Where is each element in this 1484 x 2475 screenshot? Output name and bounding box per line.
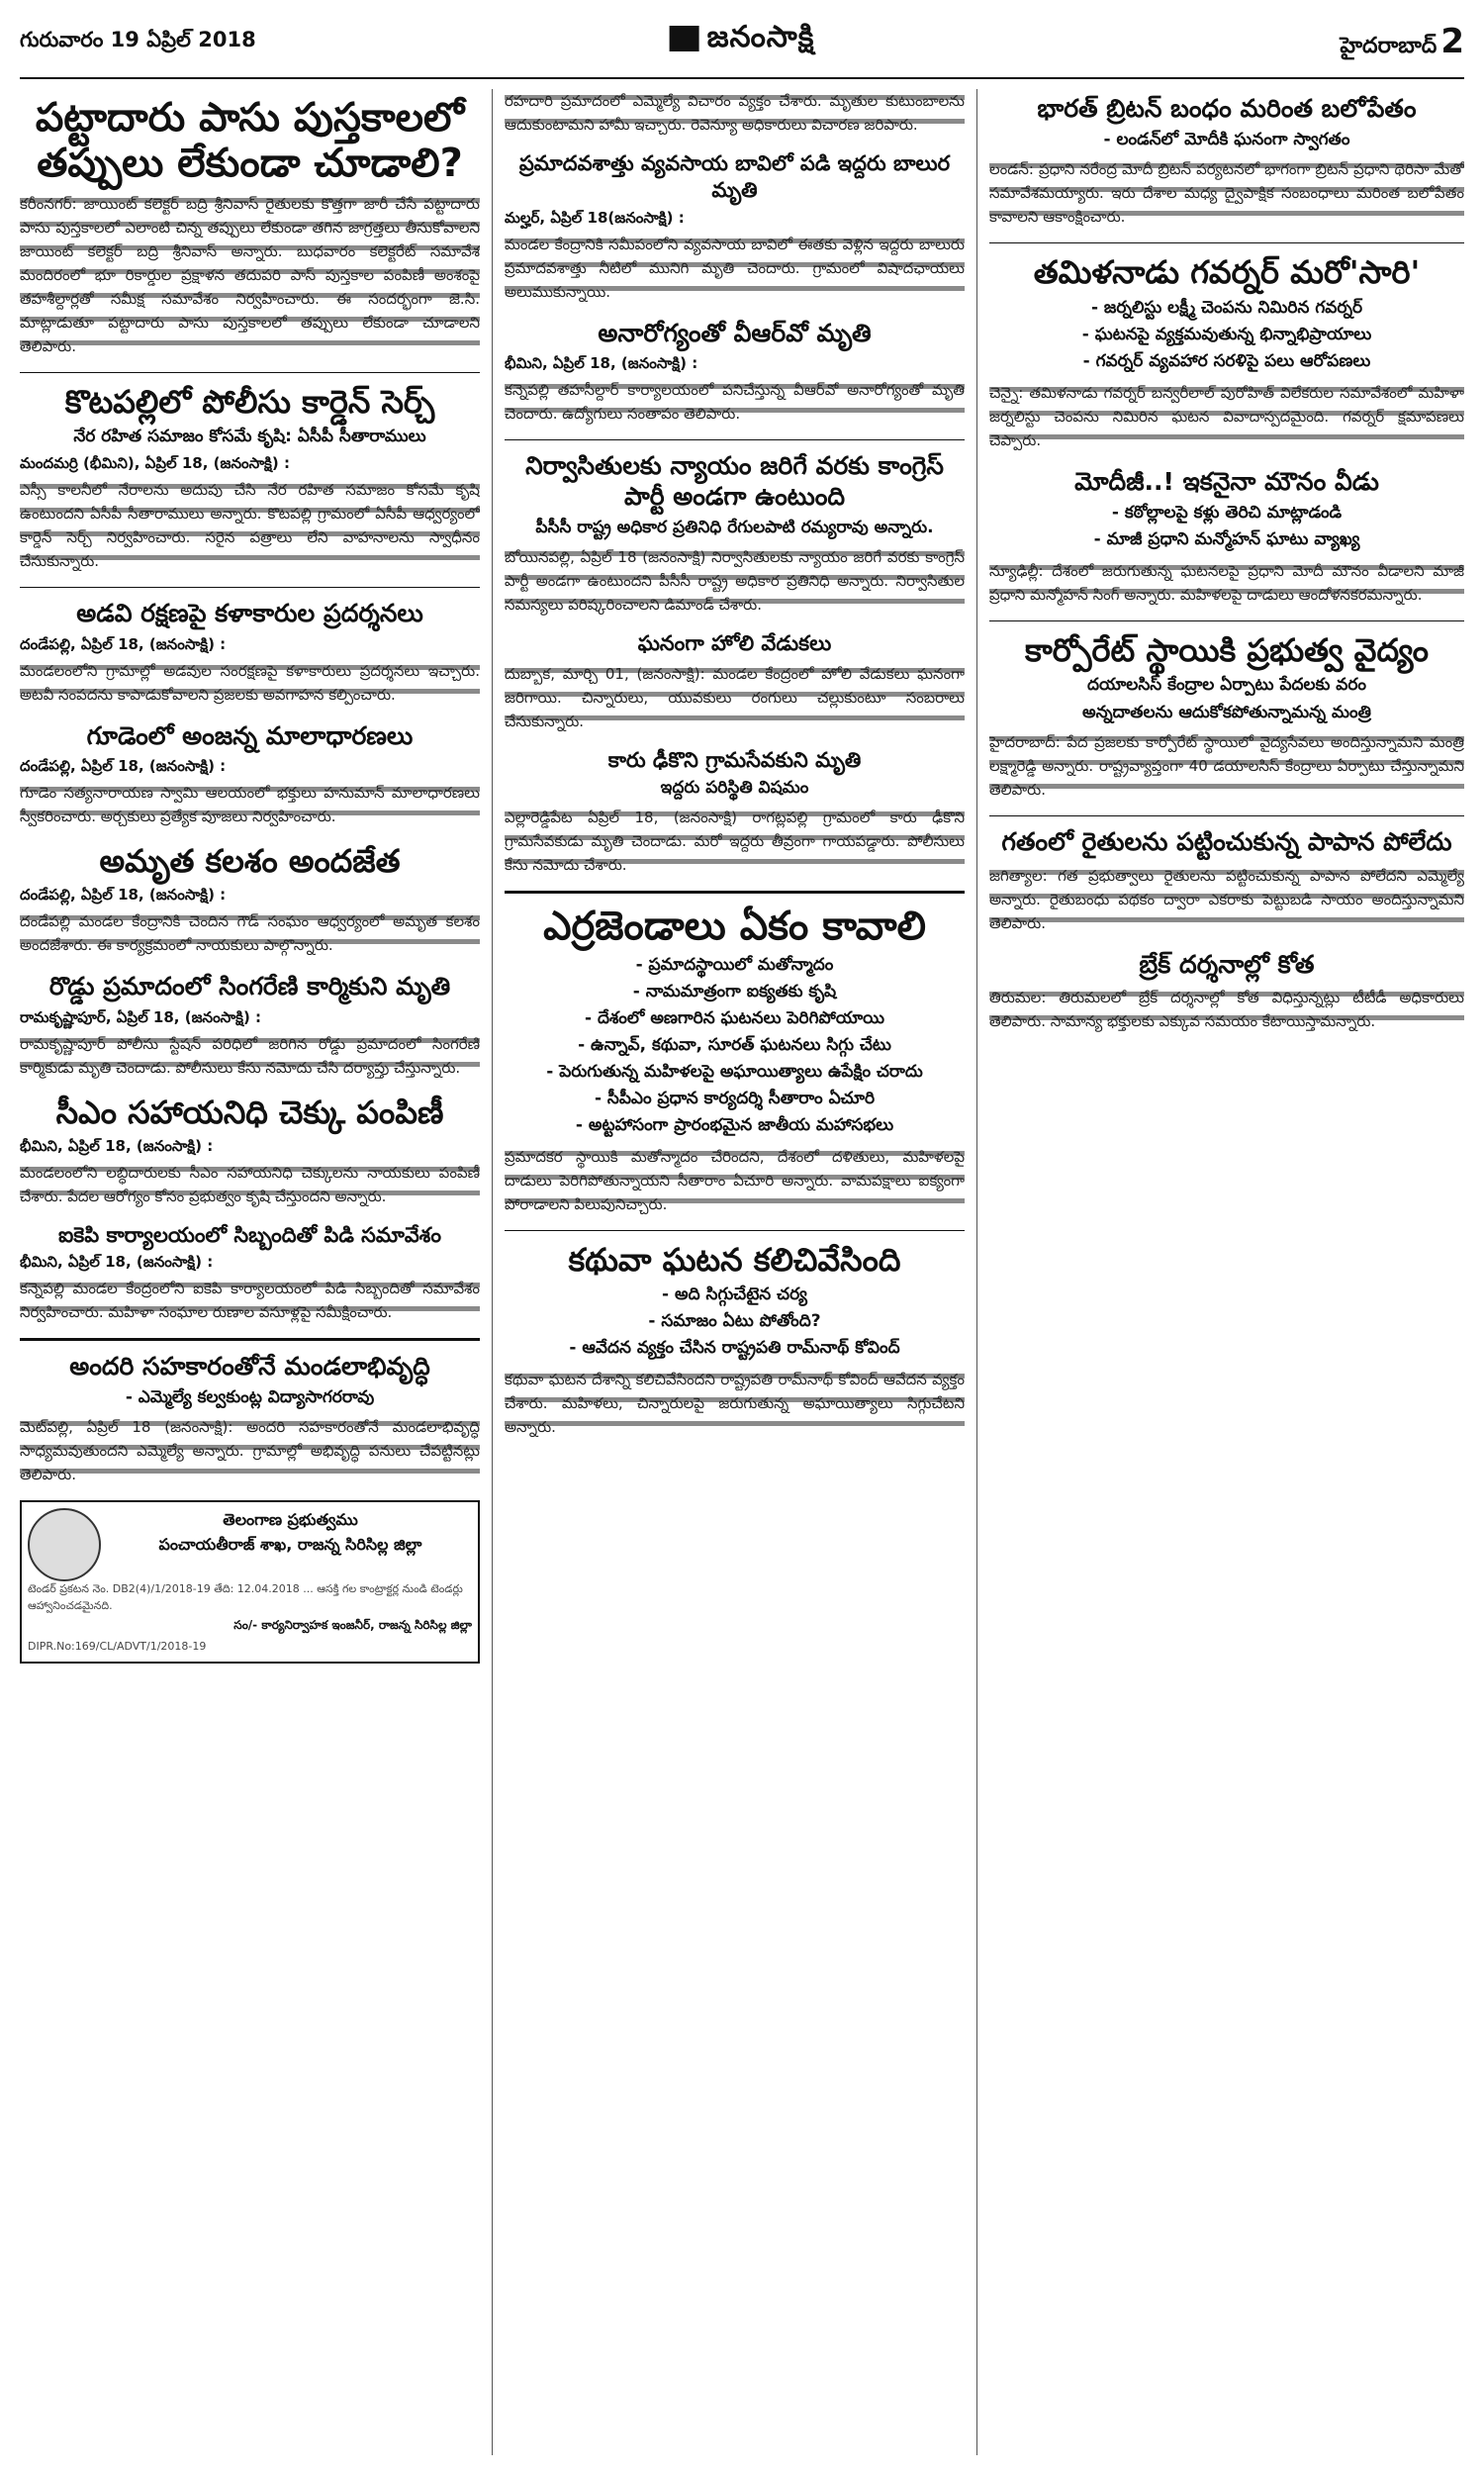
- divider: [20, 372, 480, 373]
- article-body: బోయినపల్లి, ఏప్రిల్ 18 (జనంసాక్షి) నిర్వాసితులకు న్యాయం జరిగే వరకు కాంగ్రెస్ పార్టీ అండగా ఉంటుందని పీసీసీ రాష్ట్ర అధికార ప్రతినిధి అన్నారు. నిర్వాసితుల సమస్యలు పరిష్కరించాలని డిమాండ్ చేశారు.: [505, 545, 965, 617]
- article: [505, 747, 965, 877]
- headline: బ్రేక్ దర్శనాల్లో కోత: [1139, 949, 1315, 979]
- subheadline: - లండన్‌లో మోదీకి ఘనంగా స్వాగతం: [1103, 130, 1350, 150]
- issue-date: గురువారం 19 ఏప్రిల్ 2018: [20, 28, 256, 51]
- headline: ఎర్రజెండాలు ఏకం కావాలి: [543, 903, 926, 949]
- headline: ప్రమాదవశాత్తు వ్యవసాయ బావిలో పడి ఇద్దరు బాలుర మృతి: [518, 151, 951, 203]
- column-divider: [976, 89, 977, 2455]
- article: [20, 842, 480, 957]
- article: [989, 93, 1464, 229]
- article: [20, 1222, 480, 1324]
- article: [505, 89, 965, 137]
- article: [505, 150, 965, 304]
- article-body: దండేపల్లి మండల కేంద్రానికి చెందిన గౌడ్ సంఘం ఆధ్వర్యంలో అమృత కలశం అందజేశారు. ఈ కార్యక్రమంలో నాయకులు పాల్గొన్నారు.: [20, 909, 480, 957]
- article-body: కథువా ఘటన దేశాన్ని కలిచివేసిందని రాష్ట్రపతి రామ్‌నాథ్ కోవింద్ ఆవేదన వ్యక్తం చేశారు. మహిళలు, చిన్నారులపై జరుగుతున్న అఘాయిత్యాలు సిగ్గుచేటని అన్నారు.: [505, 1368, 965, 1439]
- column-2: [505, 89, 965, 2455]
- subheadline: అన్నదాతలను ఆదుకోకపోతున్నామన్న మంత్రి: [1082, 703, 1371, 723]
- headline: కొటపల్లిలో పోలీసు కార్డెన్ సెర్చ్: [64, 383, 435, 421]
- headline: ఐకెపి కార్యాలయంలో సిబ్బందితో పిడి సమావేశం: [58, 1222, 441, 1247]
- dateline: మల్హర్‌, ఏప్రిల్ 18(జనంసాక్షి) :: [505, 208, 685, 227]
- headline: కార్పోరేట్ స్థాయికి ప్రభుత్వ వైద్యం: [1025, 630, 1429, 669]
- headline: ఘనంగా హోలి వేడుకలు: [637, 631, 832, 656]
- divider: [505, 891, 965, 894]
- highlight-item: - అది సిగ్గుచేటైన చర్య: [662, 1285, 807, 1305]
- subheadline: దయాలసిస్ కేంద్రాల ఏర్పాటు పేదలకు వరం: [1086, 675, 1367, 696]
- headline: అందరి సహకారంతోనే మండలాభివృద్ధి: [69, 1352, 430, 1381]
- paper-name: జనంసాక్షి: [706, 20, 815, 54]
- article-body: కన్నెపల్లి మండల కేంద్రంలోని ఐకెపి కార్యాలయంలో పిడి సిబ్బందితో సమావేశం నిర్వహించారు. మహిళా సంఘాల రుణాల వసూళ్లపై సమీక్షించారు.: [20, 1277, 480, 1324]
- highlights: [989, 503, 1464, 553]
- article: [505, 630, 965, 732]
- article-body: గూడెం సత్యనారాయణ స్వామి ఆలయంలో భక్తులు హనుమాన్ మాలాధారణలు స్వీకరించారు. అర్చకులు ప్రత్యేక పూజలు నిర్వహించారు.: [20, 781, 480, 828]
- article: [20, 720, 480, 828]
- ad-release-order: DIPR.No:169/CL/ADVT/1/2018-19: [28, 1640, 207, 1654]
- headline: తమిళనాడు గవర్నర్ మరో'సారి': [1033, 253, 1421, 292]
- masthead: [20, 14, 1464, 79]
- article: [20, 598, 480, 706]
- highlight-item: - సీపీఎం ప్రధాన కార్యదర్శి సీతారాం ఏచూరి: [594, 1088, 876, 1108]
- page-locator: [1340, 22, 1464, 63]
- dateline: భీమిని, ఏప్రిల్ 18, (జనంసాక్షి) :: [20, 1136, 214, 1155]
- article: [989, 949, 1464, 1033]
- article-body: రామకృష్ణాపూర్ పోలీసు స్టేషన్ పరిధిలో జరిగిన రోడ్డు ప్రమాదంలో సింగరేణి కార్మికుడు మృతి చెందాడు. పోలీసులు కేసు నమోదు చేసి దర్యాప్తు చేస్తున్నారు.: [20, 1032, 480, 1080]
- logo-mark-icon: [670, 26, 699, 51]
- highlight-item: - అట్టహాసంగా ప్రారంభమైన జాతీయ మహాసభలు: [575, 1114, 894, 1135]
- paper-logo: [670, 20, 815, 61]
- article: [20, 95, 480, 358]
- highlight-item: - ఘటనపై వ్యక్తమవుతున్న భిన్నాభిప్రాయాలు: [1081, 324, 1372, 344]
- article-body: న్యూఢిల్లీ: దేశంలో జరుగుతున్న ఘటనలపై ప్రధాని మోదీ మౌనం వీడాలని మాజీ ప్రధాని మన్మోహన్ సింగ్ అన్నారు. మహిళలపై దాడులు ఆందోళనకరమన్నారు.: [989, 559, 1464, 607]
- article-body: కరీంనగర్: జాయింట్ కలెక్టర్ బద్రి శ్రీనివాస్ రైతులకు కొత్తగా జారీ చేసే పట్టాదారు పాసు పుస్తకాలలో ఎలాంటి చిన్న తప్పులు లేకుండా తగిన జాగ్రత్తలు తీసుకోవాలని జాయింట్ కలెక్టర్ బద్రి శ్రీనివాస్ అన్నారు. బుధవారం కలెక్టరేట్ సమావేశ మందిరంలో భూ రికార్డుల ప్రక్షాళన తదుపరి పాస్ పుస్తకాల పంపిణీ అంశంపై తహశీల్దార్లతో సమీక్ష సమావేశం నిర్వహించారు. ఈ సందర్భంగా జె.సి. మాట్లాడుతూ పట్టాదారు పాసు పుస్తకాలలో తప్పులు లేకుండా చూడాలని తెలిపారు.: [20, 192, 480, 358]
- article: [989, 466, 1464, 607]
- dateline: భీమిని, ఏప్రిల్ 18, (జనంసాక్షి) :: [505, 353, 698, 372]
- headline: మోదీజీ..! ఇకనైనా మౌనం వీడు: [1074, 466, 1379, 496]
- highlight-item: - ఉన్నావ్, కథువా, సూరత్ ఘటనలు సిగ్గు చేటు: [578, 1034, 891, 1055]
- article: [505, 904, 965, 1216]
- article-body: ప్రమాదకర స్థాయికి మతోన్మాదం చేరిందని, దేశంలో దళితులు, మహిళలపై దాడులు పెరిగిపోతున్నాయని సీతారాం ఏచూరి అన్నారు. వామపక్షాలు ఐక్యంగా పోరాడాలని పిలుపునిచ్చారు.: [505, 1145, 965, 1216]
- column-divider: [492, 89, 493, 2455]
- headline: రొడ్డు ప్రమాదంలో సింగరేణి కార్మికుని మృతి: [48, 972, 451, 1001]
- highlight-item: - ఆవేదన వ్యక్తం చేసిన రాష్ట్రపతి రామ్‌నాథ్ కోవింద్: [569, 1338, 900, 1359]
- highlight-item: - దేశంలో అణగారిన ఘటనలు పెరిగిపోయాయి: [584, 1007, 885, 1028]
- article-body: కన్నెపల్లి తహసీల్దార్ కార్యాలయంలో పనిచేస్తున్న వీఆర్‌వో అనారోగ్యంతో మృతి చెందారు. ఉద్యోగులు సంతాపం తెలిపారు.: [505, 378, 965, 426]
- divider: [989, 620, 1464, 621]
- divider: [989, 242, 1464, 243]
- divider: [989, 815, 1464, 816]
- divider: [20, 1338, 480, 1341]
- headline: గూడెంలో అంజన్న మాలాధారణలు: [86, 720, 414, 750]
- ad-text: టెండర్ ప్రకటన నెం. DB2(4)/1/2018-19 తేది: 12.04.2018 ... ఆసక్తి గల కాంట్రాక్టర్ల నుండి టెండర్లు ఆహ్వానించడమైనది.: [28, 1582, 463, 1612]
- article-body: చెన్నై: తమిళనాడు గవర్నర్ బన్వరీలాల్ పురోహిత్ విలేకరుల సమావేశంలో మహిళా జర్నలిస్టు చెంపను నిమిరిన ఘటన వివాదాస్పదమైంది. గవర్నర్ క్షమాపణలు చెప్పారు.: [989, 381, 1464, 452]
- column-3: [989, 89, 1464, 2455]
- article-body: మెట్‌పల్లి, ఏప్రిల్ 18 (జనంసాక్షి): అందరి సహకారంతోనే మండలాభివృద్ధి సాధ్యమవుతుందని ఎమ్మెల్యే అన్నారు. గ్రామాల్లో అభివృద్ధి పనులు చేపట్టినట్లు తెలిపారు.: [20, 1415, 480, 1486]
- headline: కారు ఢీకొని గ్రామసేవకుని మృతి: [607, 747, 862, 772]
- headline: అనారోగ్యంతో వీఆర్‌వో మృతి: [598, 318, 872, 347]
- highlight-item: - సమాజం ఏటు పోతోంది?: [648, 1311, 821, 1332]
- highlights: [505, 1285, 965, 1362]
- highlights: [989, 298, 1464, 375]
- article-body: ఎస్సీ కాలనీలో నేరాలను అదుపు చేసి నేర రహిత సమాజం కోసమే కృషి ఉంటుందని ఏసీపీ సీతారాములు అన్నారు. కొటపల్లి గ్రామంలో ఏసీపీ ఆధ్వర్యంలో కార్డెన్ సెర్చ్ నిర్వహించారు. సరైన పత్రాలు లేని వాహనాలను స్వాధీనం చేసుకున్నారు.: [20, 478, 480, 573]
- ad-signature: సం/- కార్యనిర్వాహక ఇంజనీర్, రాజన్న సిరిసిల్ల జిల్లా: [233, 1618, 472, 1633]
- dateline: మందమర్రి (భీమిని), ఏప్రిల్ 18, (జనంసాక్షి) :: [20, 454, 290, 473]
- article: [505, 318, 965, 426]
- article-body: మండల కేంద్రానికి సమీపంలోని వ్యవసాయ బావిలో ఈతకు వెళ్లిన ఇద్దరు బాలురు ప్రమాదవశాత్తు నీటిలో మునిగి మృతి చెందారు. గ్రామంలో విషాదఛాయలు అలుముకున్నాయి.: [505, 233, 965, 304]
- headline: భారత్ బ్రిటన్ బంధం మరింత బలోపేతం: [1037, 94, 1417, 123]
- article: [989, 826, 1464, 934]
- subheadline: పీసీసీ రాష్ట్ర అధికార ప్రతినిధి రేగులపాటి రమ్యరావు అన్నారు.: [535, 518, 934, 538]
- headline: పట్టాదారు పాసు పుస్తకాలలో తప్పులు లేకుండా చూడాలి?: [35, 95, 465, 186]
- dateline: దండేపల్లి, ఏప్రిల్ 18, (జనంసాక్షి) :: [20, 634, 227, 653]
- highlight-item: - మాజీ ప్రధాని మన్మోహన్ ఘాటు వ్యాఖ్య: [1093, 528, 1360, 549]
- headline: అడవి రక్షణపై కళాకారుల ప్రదర్శనలు: [76, 599, 423, 628]
- ad-title: తెలంగాణ ప్రభుత్వము: [223, 1510, 358, 1530]
- article: [989, 631, 1464, 802]
- highlight-item: - కఠోల్లాలపై కళ్లు తెరిచి మాట్లాడండి: [1111, 502, 1343, 523]
- column-1: [20, 89, 480, 2455]
- highlights: [505, 955, 965, 1139]
- article-body: జగిత్యాల: గత ప్రభుత్వాలు రైతులను పట్టించుకున్న పాపాన పోలేదని ఎమ్మెల్యే అన్నారు. రైతుబంధు పథకం ద్వారా ఎకరాకు పెట్టుబడి సాయం అందిస్తున్నామని తెలిపారు.: [989, 864, 1464, 935]
- subheadline: ఇద్దరు పరిస్థితి విషమం: [660, 777, 809, 798]
- government-ad: [20, 1500, 480, 1664]
- article: [20, 971, 480, 1079]
- headline: అమృత కలశం అందజేత: [99, 841, 401, 880]
- edition-city: హైదరాబాద్: [1340, 34, 1438, 58]
- dateline: భీమిని, ఏప్రిల్ 18, (జనంసాక్షి) :: [20, 1253, 214, 1272]
- article-body: హైదరాబాద్: పేద ప్రజలకు కార్పోరేట్ స్థాయిలో వైద్యసేవలు అందిస్తున్నామని మంత్రి లక్ష్మారెడ్డి అన్నారు. రాష్ట్రవ్యాప్తంగా 40 డయాలసిస్ కేంద్రాలు ఏర్పాటు చేస్తున్నామని తెలిపారు.: [989, 730, 1464, 802]
- article: [989, 253, 1464, 451]
- dateline: రామకృష్ణాపూర్, ఏప్రిల్ 18, (జనంసాక్షి) :: [20, 1007, 262, 1026]
- headline: సీఎం సహాయనిధి చెక్కు పంపిణీ: [55, 1093, 444, 1131]
- page-number: 2: [1440, 22, 1464, 61]
- article-body: రహదారి ప్రమాదంలో ఎమ్మెల్యే విచారం వ్యక్తం చేశారు. మృతుల కుటుంబాలను ఆదుకుంటామని హామీ ఇచ్చారు. రెవెన్యూ అధికారులు విచారణ జరిపారు.: [505, 89, 965, 137]
- divider: [20, 587, 480, 588]
- article: [505, 1241, 965, 1439]
- article-body: ఎల్లారెడ్డిపేట ఏప్రిల్ 18, (జనంసాక్షి) రాగట్లపల్లి గ్రామంలో కారు ఢీకొని గ్రామసేవకుడు మృతి చెందాడు. మరో ఇద్దరు తీవ్రంగా గాయపడ్డారు. పోలీసులు కేసు నమోదు చేశారు.: [505, 806, 965, 877]
- highlight-item: - ప్రమాదస్థాయిలో మతోన్మాదం: [635, 954, 834, 975]
- divider: [505, 1230, 965, 1231]
- dateline: దండేపల్లి, ఏప్రిల్ 18, (జనంసాక్షి) :: [20, 886, 227, 904]
- article: [20, 1094, 480, 1208]
- highlight-item: - జర్నలిస్టు లక్ష్మీ చెంపను నిమిరిన గవర్నర్: [1090, 297, 1363, 318]
- article-body: మండలంలోని గ్రామాల్లో అడవుల సంరక్షణపై కళాకారులు ప్రదర్శనలు ఇచ్చారు. అటవీ సంపదను కాపాడుకోవాలని ప్రజలకు అవగాహన కల్పించారు.: [20, 659, 480, 707]
- state-emblem-icon: [28, 1508, 101, 1581]
- article-body: దుబ్బాక, మార్చి 01, (జనంసాక్షి): మండల కేంద్రంలో హోలి వేడుకలు ఘనంగా జరిగాయి. చిన్నారులు, యువకులు రంగులు చల్లుకుంటూ సంబరాలు చేసుకున్నారు.: [505, 662, 965, 733]
- highlight-item: - పెరుగుతున్న మహిళలపై అఘాయిత్యాలు ఉపేక్షిం చరాదు: [546, 1061, 923, 1082]
- divider: [505, 439, 965, 440]
- ad-department: పంచాయతీరాజ్ శాఖ, రాజన్న సిరిసిల్ల జిల్లా: [158, 1535, 422, 1555]
- headline: నిర్వాసితులకు న్యాయం జరిగే వరకు కాంగ్రెస్ పార్టీ అండగా ఉంటుంది: [525, 450, 944, 512]
- subheadline: - ఎమ్మెల్యే కల్వకుంట్ల విద్యాసాగరరావు: [125, 1387, 375, 1408]
- article-body: తిరుమల: తిరుమలలో బ్రేక్ దర్శనాల్లో కోత విధిస్తున్నట్లు టీటీడీ అధికారులు తెలిపారు. సామాన్య భక్తులకు ఎక్కువ సమయం కేటాయిస్తామన్నారు.: [989, 986, 1464, 1033]
- article-body: లండన్: ప్రధాని నరేంద్ర మోదీ బ్రిటన్ పర్యటనలో భాగంగా బ్రిటన్ ప్రధాని థెరిసా మేతో సమావేశమయ్యారు. ఇరు దేశాల మధ్య ద్వైపాక్షిక సంబంధాలు మరింత బలోపేతం కావాలని ఆకాంక్షించారు.: [989, 157, 1464, 229]
- headline: గతంలో రైతులను పట్టించుకున్న పాపాన పోలేదు: [1001, 827, 1452, 857]
- article: [20, 1351, 480, 1486]
- subheadline: నేర రహిత సమాజం కోసమే కృషి: ఏసీపీ సీతారాములు: [73, 427, 426, 447]
- headline: కథువా ఘటన కలిచివేసింది: [568, 1240, 901, 1279]
- highlight-item: - గవర్నర్ వ్యవహార సరళిపై పలు ఆరోపణలు: [1082, 350, 1371, 371]
- dateline: దండేపల్లి, ఏప్రిల్ 18, (జనంసాక్షి) :: [20, 756, 227, 775]
- article-body: మండలంలోని లబ్ధిదారులకు సీఎం సహాయనిధి చెక్కులను నాయకులు పంపిణీ చేశారు. పేదల ఆరోగ్యం కోసం ప్రభుత్వం కృషి చేస్తుందని అన్నారు.: [20, 1161, 480, 1208]
- article: [20, 383, 480, 573]
- highlight-item: - నామమాత్రంగా ఐక్యతకు కృషి: [632, 981, 837, 1001]
- article: [505, 450, 965, 618]
